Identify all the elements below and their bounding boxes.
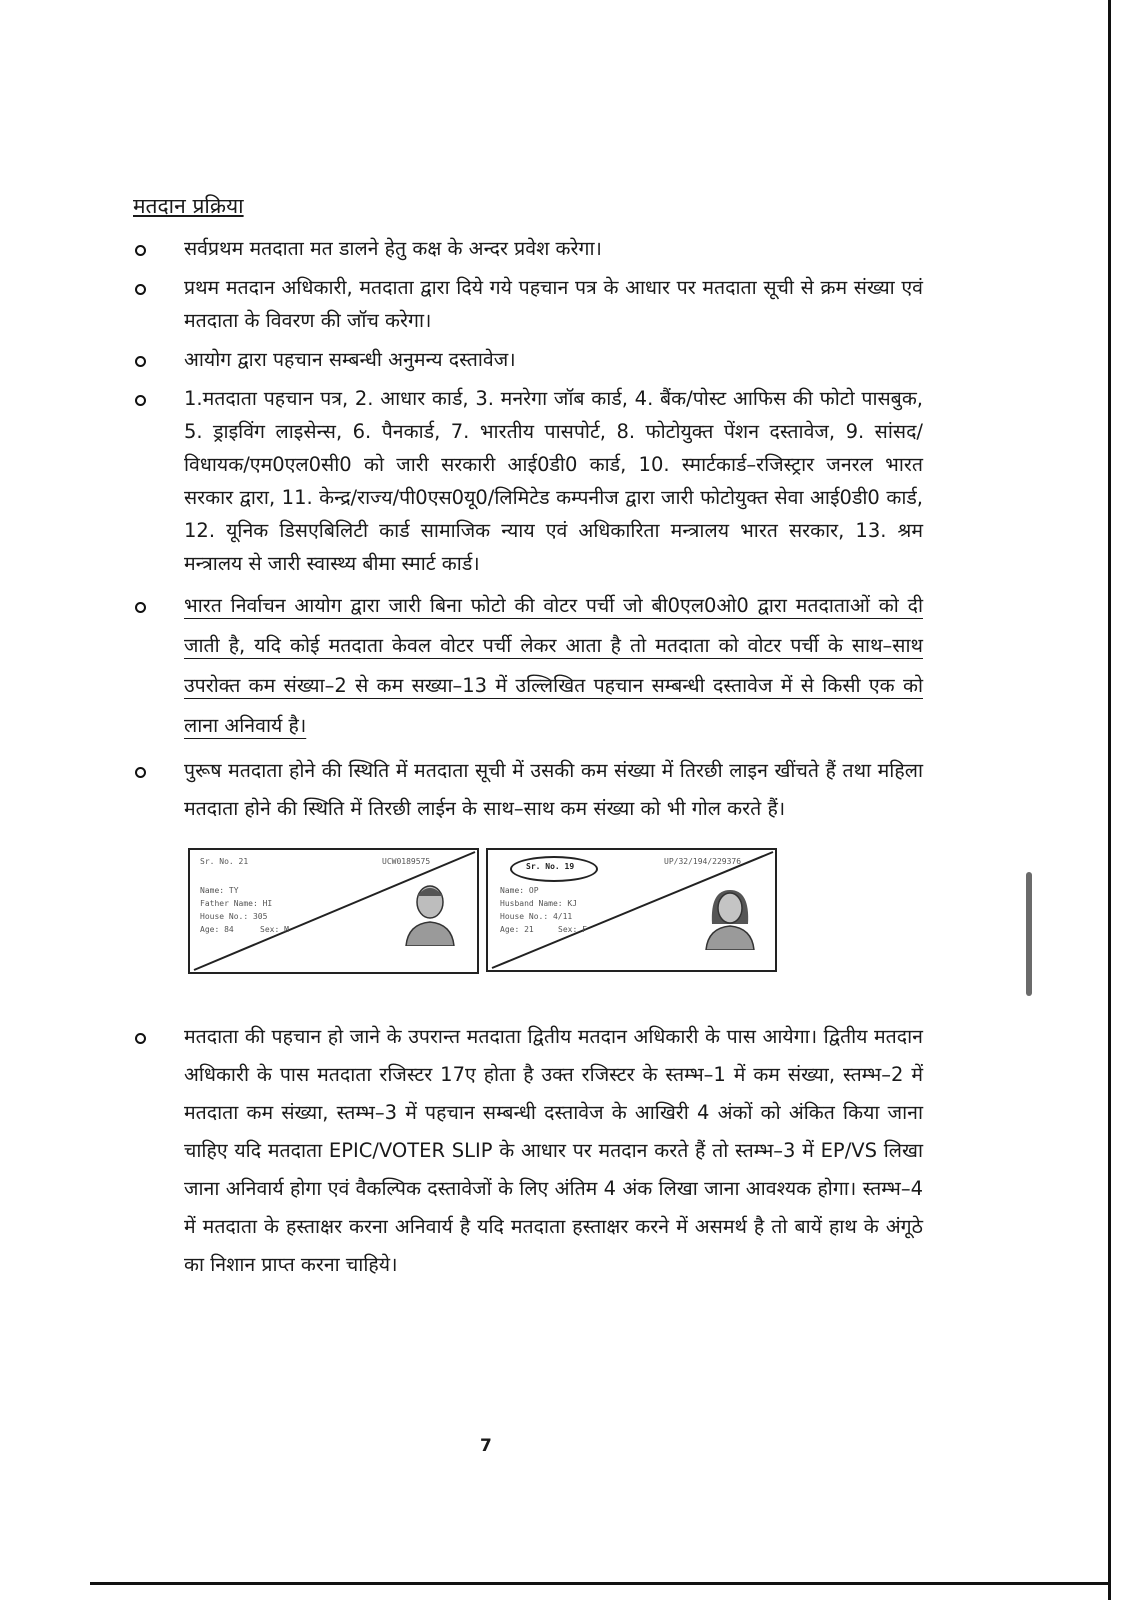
male-photo-icon [402,880,458,946]
card-epic-no: UP/32/194/229376 [664,857,742,866]
list-item [133,752,923,828]
list-item [133,1018,923,1284]
bullet-icon [135,395,146,406]
document-content [133,192,923,1290]
female-photo-icon [702,884,758,950]
bullet-list [133,1018,923,1284]
id-document-list-text: 1.मतदाता पहचान पत्र, 2. आधार कार्ड, 3. मनरेगा जॉब कार्ड, 4. बैंक/पोस्ट आफिस की फोटो पासबुक, 5. ड्राइविंग लाइसेन्स, 6. पैनकार्ड, 7. भारतीय पासपोर्ट, 8. फोटोयुक्त पेंशन दस्तावेज, 9. सांसद/विधायक/एम0एल0सी0 को जारी सरकारी आई0डी0 कार्ड, 10. स्मार्टकार्ड–रजिस्ट्रार जनरल भारत सरकार द्वारा, 11. केन्द्र/राज्य/पी0एस0यू0/लिमिटेड कम्पनीज द्वारा जारी फोटोयुक्त सेवा आई0डी0 कार्ड, 12. यूनिक डिसएबिलिटी कार्ड सामाजिक न्याय एवं अधिकारिता मन्त्रालय भारत सरकार, 13. श्रम मन्त्रालय से जारी स्वास्थ्य बीमा स्मार्ट कार्ड। [184,387,923,575]
card-line: Age: 21 [500,925,534,934]
card-line: Name: OP [500,886,539,895]
bullet-icon [135,284,146,295]
card-line: Husband Name: KJ [500,899,578,908]
list-item [133,232,923,265]
list-item [133,343,923,376]
card-line: Sex: M [260,925,289,934]
page-number: 7 [480,1436,492,1456]
section-title: मतदान प्रक्रिया [133,194,244,218]
card-line: House No.: 305 [200,912,268,921]
bullet-icon [135,356,146,367]
card-sr-no: Sr. No. 21 [200,857,249,866]
page-border-right [1108,0,1111,1600]
list-item [133,586,923,746]
bullet-text: सर्वप्रथम मतदाता मत डालने हेतु कक्ष के अन्दर प्रवेश करेगा। [184,237,602,260]
bullet-icon [135,602,146,613]
male-voter-card-example [188,848,479,974]
bullet-text: आयोग द्वारा पहचान सम्बन्धी अनुमन्य दस्तावेज। [184,348,516,371]
female-voter-card-example [486,848,777,972]
register-17a-text: मतदाता की पहचान हो जाने के उपरान्त मतदाता द्वितीय मतदान अधिकारी के पास आयेगा। द्वितीय मतदान अधिकारी के पास मतदाता रजिस्टर 17ए होता है उक्त रजिस्टर के स्तम्भ–1 में कम संख्या, स्तम्भ–2 में मतदाता कम संख्या, स्तम्भ–3 में पहचान सम्बन्धी दस्तावेज के आखिरी 4 अंकों को अंकित किया जाना चाहिए यदि मतदाता EPIC/VOTER SLIP के आधार पर मतदान करते हैं तो स्तम्भ–3 में EP/VS लिखा जाना अनिवार्य होगा एवं वैकल्पिक दस्तावेजों के लिए अंतिम 4 अंक लिखा जाना आवश्यक होगा। स्तम्भ–4 में मतदाता के हस्ताक्षर करना अनिवार्य है यदि मतदाता हस्ताक्षर करने में असमर्थ है तो बायें हाथ के अंगूठे का निशान प्राप्त करना चाहिये। [184,1025,923,1276]
scrollbar-thumb[interactable] [1026,872,1032,996]
card-line: Name: TY [200,886,239,895]
bullet-icon [135,1033,146,1044]
bullet-icon [135,245,146,256]
bullet-text: प्रथम मतदान अधिकारी, मतदाता द्वारा दिये गये पहचान पत्र के आधार पर मतदाता सूची से क्रम संख्या एवं मतदाता के विवरण की जॉच करेगा। [184,276,923,332]
card-line: House No.: 4/11 [500,912,573,921]
voter-list-examples [188,848,923,982]
card-sr-no: Sr. No. 19 [526,862,575,871]
marking-rule-text: पुरूष मतदाता होने की स्थिति में मतदाता सूची में उसकी कम संख्या में तिरछी लाइन खींचते हैं तथा महिला मतदाता होने की स्थिति में तिरछी लाईन के साथ–साथ कम संख्या को भी गोल करते हैं। [184,759,923,820]
voter-slip-rule-text: भारत निर्वाचन आयोग द्वारा जारी बिना फोटो की वोटर पर्ची जो बी0एल0ओ0 द्वारा मतदाताओं को दी जाती है, यदि कोई मतदाता केवल वोटर पर्ची लेकर आता है तो मतदाता को वोटर पर्ची के साथ–साथ उपरोक्त कम संख्या–2 से कम सख्या–13 में उल्लिखित पहचान सम्बन्धी दस्तावेज में से किसी एक को लाना अनिवार्य है। [184,594,923,737]
page-border-bottom [90,1582,1111,1585]
list-item [133,382,923,580]
bullet-icon [135,767,146,778]
card-line: Age: 84 [200,925,234,934]
list-item [133,271,923,337]
card-line: Father Name: HI [200,899,273,908]
card-line: Sex: F [558,925,587,934]
card-epic-no: UCW0189575 [382,857,431,866]
bullet-list [133,232,923,828]
